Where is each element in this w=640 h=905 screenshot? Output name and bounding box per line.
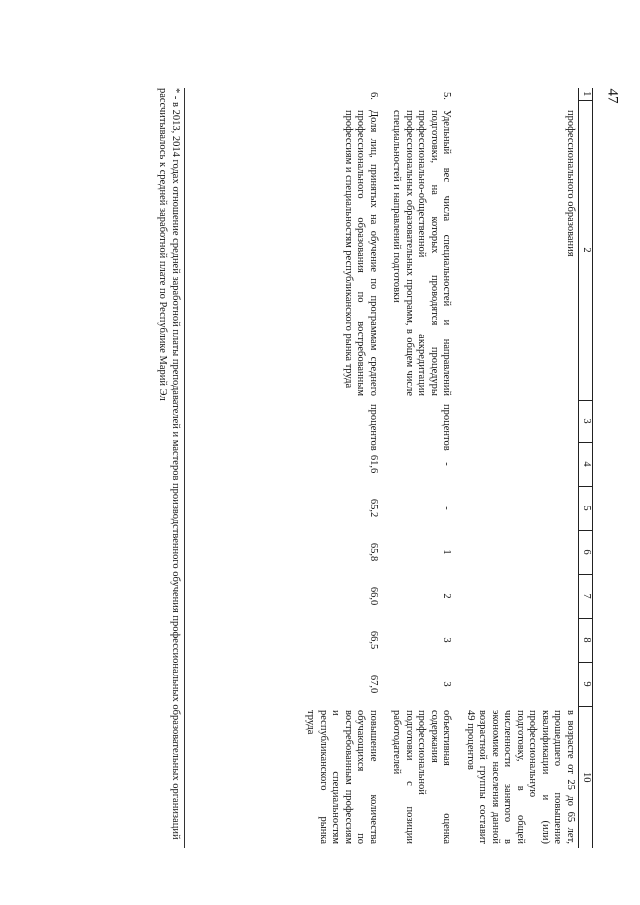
value-2014	[463, 486, 579, 530]
header-cell: 2	[579, 100, 593, 400]
indicator-name: Доля лиц, принятых на обучение по программам среднего профессионального образования по востребованным профессиям и специальностям республиканского рынка труда	[343, 110, 379, 396]
indicator-name-cell	[463, 88, 579, 400]
value-2015: 1	[441, 549, 453, 555]
value-2014: 65,2	[368, 498, 379, 518]
header-cell: 9	[579, 662, 593, 706]
value-2013	[463, 442, 579, 486]
expected-result: объективная оценка содержания профессиональной подготовки с позиции работодателей	[391, 710, 453, 844]
value-2018	[463, 662, 579, 706]
unit-cell: процентов	[441, 404, 453, 451]
value-2016: 2	[441, 593, 453, 599]
row-number: 5.	[441, 92, 453, 100]
header-cell: 6	[579, 530, 593, 574]
header-cell: 7	[579, 574, 593, 618]
value-2016	[463, 574, 579, 618]
table-row	[303, 88, 389, 848]
value-2018: 67,0	[368, 674, 379, 694]
value-2017: 3	[441, 637, 453, 643]
rotated-page-content	[93, 88, 593, 848]
value-2015	[463, 530, 579, 574]
row-number	[564, 92, 577, 110]
header-cell: 4	[579, 442, 593, 486]
unit-cell: процентов	[368, 404, 379, 451]
expected-result: в возрасте от 25 до 65 лет, прошедшего повышение квалификации и (или) профессиональную подготовку, в общей численности занятого в экономике населения данной возрастной группы составит 49 процентов	[465, 710, 576, 844]
header-cell: 5	[579, 486, 593, 530]
value-2013: 61,6	[368, 454, 379, 474]
value-2017: 66,5	[368, 630, 379, 650]
footnote: * - в 2013, 2014 годах отношение средней заработной платы преподавателей и мастеров производственного обучения профессиональных образовательных организаций рассчитывалось к средней заработной плате по Республике Марий Эл	[156, 88, 185, 848]
row-number: 6.	[368, 92, 379, 100]
value-2014: -	[441, 506, 453, 510]
value-2018: 3	[441, 681, 453, 687]
unit-cell	[463, 400, 579, 442]
value-2013: -	[441, 462, 453, 466]
indicator-name: профессионального образования	[565, 110, 576, 257]
indicator-name: Удельный вес числа специальностей и направлений подготовки, на которых проводятся процедуры профессионально-общественной аккредитации профессиональных образовательных программ, в общем числе специальностей и направлений подготовки	[391, 110, 453, 396]
header-cell: 10	[579, 706, 593, 848]
table-row	[389, 88, 463, 848]
value-2016: 66,0	[368, 586, 379, 606]
page-number: 47	[604, 88, 621, 104]
table-header-row	[579, 88, 593, 848]
expected-result: повышение количества обучающихся по востребованным профессиям и специальностям республиканского рынка труда	[305, 710, 379, 844]
header-cell: 8	[579, 618, 593, 662]
value-2017	[463, 618, 579, 662]
table-row	[463, 88, 579, 848]
indicator-name-cell	[389, 88, 463, 400]
indicators-table	[303, 88, 593, 848]
header-cell: 3	[579, 400, 593, 442]
header-cell: 1	[579, 88, 593, 100]
value-2015: 65,8	[368, 542, 379, 562]
indicator-name-cell	[303, 88, 389, 400]
